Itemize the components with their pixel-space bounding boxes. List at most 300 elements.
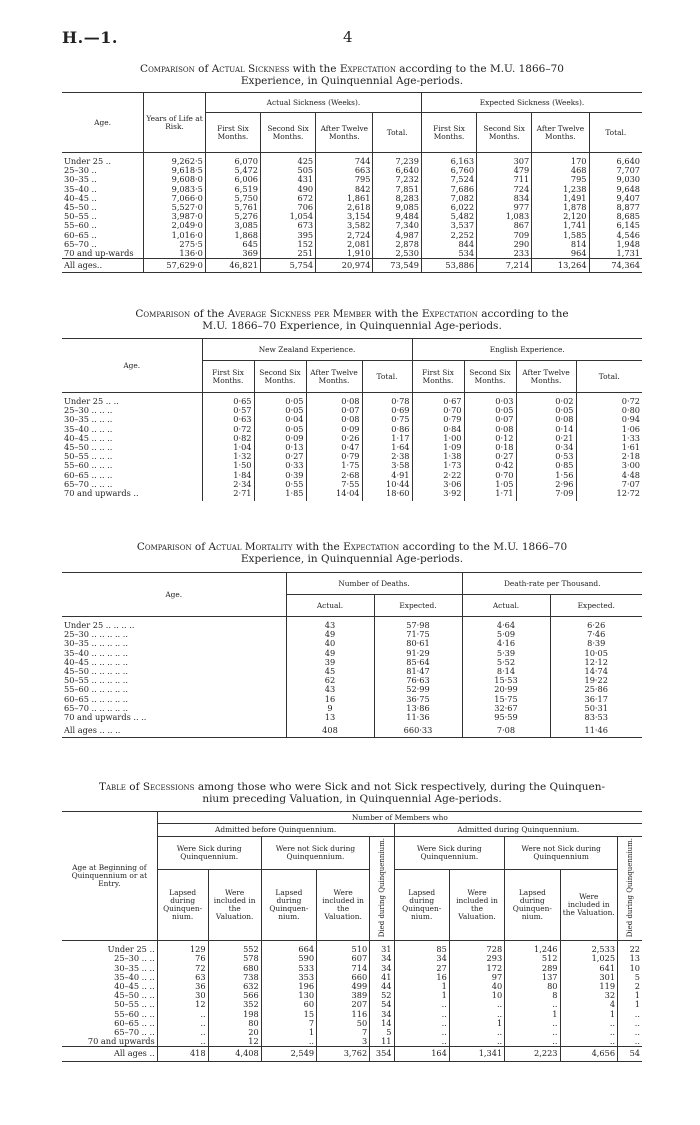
total-row [62, 259, 642, 273]
total-cell: 46,821 [205, 259, 260, 273]
table-row [62, 489, 642, 501]
table-cell: 83·53 [550, 713, 642, 722]
table-cell: 0·21 [516, 434, 576, 443]
table-cell: 1,025 [560, 954, 618, 963]
row-label: 70 and up-wards [64, 248, 134, 259]
table-cell: 19·22 [550, 676, 642, 685]
table-cell: 20·99 [462, 685, 550, 694]
table-cell: 207 [317, 1000, 370, 1009]
total-label: All ages .. .. .. [62, 722, 286, 738]
table-cell: 34 [370, 1010, 394, 1019]
table-cell: 0·33 [254, 461, 306, 470]
table-cell: 71·75 [374, 630, 462, 639]
table-cell: 0·05 [254, 406, 306, 415]
table-cell: 9,085 [373, 203, 422, 212]
table-cell: .. [449, 1010, 504, 1019]
table-cell: 5,750 [205, 194, 260, 203]
row-label: 65–70 .. .. .. [64, 478, 113, 489]
table-cell: 0·94 [576, 415, 642, 424]
table-cell: 0·05 [516, 406, 576, 415]
row-label: 65–70 .. .. [114, 1027, 155, 1038]
row-label: 30–35 .. [64, 174, 97, 185]
table-cell: 3,154 [316, 212, 373, 221]
table-cell: .. [394, 1000, 449, 1009]
row-label: 30–35 .. .. .. .. .. [64, 638, 128, 649]
column-header: Died during Quinquennium. [370, 837, 394, 941]
row-label: 25–30 .. .. .. .. .. [64, 629, 128, 640]
table-cell: 499 [317, 982, 370, 991]
table-cell: .. [505, 1028, 560, 1037]
table-cell: 34 [394, 954, 449, 963]
table-cell: 0·03 [464, 393, 516, 407]
table3-title [62, 541, 642, 565]
table-cell: 137 [505, 973, 560, 982]
table-cell: 6,760 [421, 166, 476, 175]
table-cell: 80 [505, 982, 560, 991]
table-cell: 4,987 [373, 231, 422, 240]
row-label: 35–40 .. .. [114, 971, 155, 982]
table-cell: 3 [317, 1037, 370, 1047]
table-cell: 977 [477, 203, 532, 212]
table-cell: 36·17 [550, 695, 642, 704]
page-header-ref: H.—1. [62, 28, 118, 47]
column-header: Age. [62, 339, 202, 393]
table-cell: 0·09 [306, 425, 362, 434]
total-row [62, 1047, 642, 1061]
table-cell: 233 [477, 249, 532, 259]
table-cell: 9,407 [589, 194, 642, 203]
table-cell: 80 [208, 1019, 261, 1028]
total-label: All ages.. [62, 259, 144, 273]
table-cell: 57·98 [374, 617, 462, 631]
column-header: Number of Members who [157, 812, 642, 824]
title-text: nium preceding Valuation, in Quinquennial Age-periods. [202, 793, 502, 805]
table-cell: 16 [394, 973, 449, 982]
table-cell: .. [261, 1037, 316, 1047]
table-cell: 152 [261, 240, 316, 249]
table-cell: 0·72 [202, 425, 254, 434]
table-cell: 8·39 [550, 639, 642, 648]
table-cell: 43 [286, 617, 374, 631]
table-cell: 0·47 [306, 443, 362, 452]
table-cell: 9 [286, 704, 374, 713]
table-cell: 641 [560, 964, 618, 973]
table-cell: 1·71 [464, 489, 516, 501]
table-row [62, 249, 642, 259]
table-cell: 834 [477, 194, 532, 203]
row-label: 65–70 .. .. .. .. .. [64, 702, 128, 713]
row-label: 45–50 .. [64, 202, 97, 213]
title-text: with the [295, 541, 340, 553]
table-cell: 10·05 [550, 649, 642, 658]
table-cell: 2,878 [373, 240, 422, 249]
table-cell: 0·34 [516, 443, 576, 452]
table-cell: 2·96 [516, 480, 576, 489]
column-header: After Twelve Months. [516, 361, 576, 393]
table-cell: 1·17 [362, 434, 412, 443]
row-label: 70 and upwards .. [64, 488, 139, 499]
total-cell: 1,341 [449, 1047, 504, 1061]
table-cell: 1·73 [412, 461, 464, 470]
total-cell: 13,264 [532, 259, 589, 273]
table-cell: 3,987·0 [144, 212, 206, 221]
table-cell: 1·00 [412, 434, 464, 443]
table-cell: 353 [261, 973, 316, 982]
table-row [62, 649, 642, 658]
table-cell: 1,878 [532, 203, 589, 212]
title-text: M.U. 1866–70 Experience, in Quinquennial Age-periods. [202, 320, 502, 332]
total-cell: 57,629·0 [144, 259, 206, 273]
column-header: Second Six Months. [477, 113, 532, 153]
table-cell: 352 [208, 1000, 261, 1009]
column-header: Were included in the Valuation. [317, 869, 370, 941]
table-cell: 36·75 [374, 695, 462, 704]
table-cell: .. [618, 1010, 642, 1019]
row-label: 30–35 .. .. [114, 962, 155, 973]
column-header: Lapsed during Quinquen-nium. [157, 869, 208, 941]
table-cell: 1·61 [576, 443, 642, 452]
table-cell: 50 [317, 1019, 370, 1028]
table-cell: 7,686 [421, 185, 476, 194]
table-cell: 85 [394, 941, 449, 955]
table-cell: .. [505, 1037, 560, 1047]
total-cell: 2,223 [505, 1047, 560, 1061]
row-label: Under 25 .. [107, 944, 155, 955]
table-cell: 0·75 [362, 415, 412, 424]
table-cell: 867 [477, 221, 532, 230]
table-cell: 0·79 [306, 452, 362, 461]
table-cell: .. [449, 1037, 504, 1047]
total-cell: 418 [157, 1047, 208, 1061]
table-cell: 9,484 [373, 212, 422, 221]
table-cell: 20 [208, 1028, 261, 1037]
row-label: 70 and upwards [87, 1036, 155, 1047]
table-cell: 27 [394, 964, 449, 973]
table-cell: 170 [532, 153, 589, 167]
row-label: 65–70 .. [64, 238, 97, 249]
table-row [62, 393, 642, 407]
column-header: Expected. [374, 595, 462, 617]
row-label: Under 25 .. [64, 156, 112, 166]
table-cell: 0·63 [202, 415, 254, 424]
column-header: First Six Months. [412, 361, 464, 393]
total-cell: 7,214 [477, 259, 532, 273]
row-label: 30–35 .. .. .. [64, 414, 113, 425]
table-cell: 4·91 [362, 471, 412, 480]
row-label: 25–30 .. [64, 165, 97, 176]
table-cell: 0·27 [254, 452, 306, 461]
table-cell: 0·27 [464, 452, 516, 461]
table-cell: 6,070 [205, 153, 260, 167]
title-text [62, 63, 642, 75]
table-cell: 4·64 [462, 617, 550, 631]
table-cell: 7 [261, 1019, 316, 1028]
table-cell: 129 [157, 941, 208, 955]
table-cell: 9,262·5 [144, 153, 206, 167]
table-row [62, 713, 642, 722]
title-text: with the [374, 308, 419, 320]
table-cell: 0·78 [362, 393, 412, 407]
table-cell: 0·70 [412, 406, 464, 415]
table-cell: 72 [157, 964, 208, 973]
table-cell: 552 [208, 941, 261, 955]
row-label: 50–55 .. .. [114, 999, 155, 1010]
table-cell: 1·05 [464, 480, 516, 489]
table-cell: 566 [208, 991, 261, 1000]
table-cell: 15 [261, 1010, 316, 1019]
table-cell: .. [449, 1000, 504, 1009]
table-cell: 2,618 [316, 203, 373, 212]
column-header: Were Sick during Quinquennium. [157, 837, 261, 870]
table-cell: 95·59 [462, 713, 550, 722]
title-text: Secessions [142, 781, 195, 793]
table-cell: 76·63 [374, 676, 462, 685]
column-header: Were not Sick during Quinquennium. [261, 837, 369, 870]
table-cell: 6,640 [589, 153, 642, 167]
total-cell: 54 [618, 1047, 642, 1061]
table-cell: 0·79 [412, 415, 464, 424]
title-text: Comparison [135, 308, 191, 320]
table-cell: 1·33 [576, 434, 642, 443]
table-cell: 0·02 [516, 393, 576, 407]
title-text: Sickness [248, 63, 290, 75]
column-header: Admitted before Quinquennium. [157, 824, 394, 837]
table-cell: 6,145 [589, 221, 642, 230]
column-header: Expected. [550, 595, 642, 617]
table-cell: 5·09 [462, 630, 550, 639]
title-text [62, 541, 642, 553]
table-cell: 32·67 [462, 704, 550, 713]
table-cell: 116 [317, 1010, 370, 1019]
table-cell: 1 [618, 1000, 642, 1009]
table-cell: 1,083 [477, 212, 532, 221]
table-cell: .. [394, 1010, 449, 1019]
table-cell: 1,731 [589, 249, 642, 259]
title-text: Expectation [421, 308, 478, 320]
table-cell: .. [505, 1019, 560, 1028]
table-cell: 5 [618, 973, 642, 982]
table-cell: 25·86 [550, 685, 642, 694]
column-header: New Zealand Experience. [202, 339, 412, 361]
table-cell: .. [618, 1019, 642, 1028]
table-cell: 425 [261, 153, 316, 167]
table-cell: 505 [261, 166, 316, 175]
table-cell: 0·08 [306, 393, 362, 407]
column-header: Were not Sick during Quinquennium [505, 837, 618, 870]
table-cell: 512 [505, 954, 560, 963]
title-text: Expectation [339, 63, 396, 75]
total-cell: 4,656 [560, 1047, 618, 1061]
table-cell: 7,851 [373, 185, 422, 194]
title-text: Actual [208, 541, 242, 553]
table-cell: 0·09 [254, 434, 306, 443]
table-cell: 1·04 [202, 443, 254, 452]
table-cell: 54 [370, 1000, 394, 1009]
table-cell: 7·09 [516, 489, 576, 501]
table-cell: 6,640 [373, 166, 422, 175]
table-cell: 7,524 [421, 175, 476, 184]
table-cell: 709 [477, 231, 532, 240]
title-text: Comparison [140, 63, 195, 75]
table-cell: 1·84 [202, 471, 254, 480]
col-years: Years of Life at Risk. [144, 93, 206, 153]
table-cell: 672 [261, 194, 316, 203]
row-label: 25–30 .. .. [114, 953, 155, 964]
title-text: Experience, in Quinquennial Age-periods. [240, 75, 464, 87]
table-cell: 724 [477, 185, 532, 194]
table-cell: .. [394, 1028, 449, 1037]
table-cell: 0·85 [516, 461, 576, 470]
title-text: Expectation [343, 541, 400, 553]
table-cell: 10·44 [362, 480, 412, 489]
table-row [62, 685, 642, 694]
table-cell: 41 [370, 973, 394, 982]
table-cell: 1 [449, 1019, 504, 1028]
title-text: of [129, 781, 140, 793]
column-header: Age at Beginning of Quinquennium or at Entry. [62, 812, 157, 941]
table-cell: .. [560, 1019, 618, 1028]
table-cell: 0·07 [306, 406, 362, 415]
table-row [62, 676, 642, 685]
table-cell: 8·14 [462, 667, 550, 676]
column-header: Were Sick during Quinquennium. [394, 837, 505, 870]
table-cell: .. [157, 1019, 208, 1028]
table-cell: 795 [532, 175, 589, 184]
table-cell: 5·52 [462, 658, 550, 667]
title-text: according to the M.U. 1866–70 [402, 541, 568, 553]
table-cell: 3·00 [576, 461, 642, 470]
row-label: 40–45 .. .. .. [64, 432, 113, 443]
table-cell: 714 [317, 964, 370, 973]
table-cell: 0·53 [516, 452, 576, 461]
table-cell: 0·18 [464, 443, 516, 452]
table-cell: 0·70 [464, 471, 516, 480]
table-cell: 0·05 [254, 425, 306, 434]
table-cell: 1·06 [576, 425, 642, 434]
title-text: of the [193, 308, 225, 320]
table-cell: 607 [317, 954, 370, 963]
total-cell: 73,549 [373, 259, 422, 273]
table-cell: 680 [208, 964, 261, 973]
table-cell: 9,030 [589, 175, 642, 184]
table-cell: 18·60 [362, 489, 412, 501]
table-cell: 1·09 [412, 443, 464, 452]
table-cell: 738 [208, 973, 261, 982]
row-label: 45–50 .. .. .. .. .. [64, 666, 128, 677]
table-cell: 3,537 [421, 221, 476, 230]
table-cell: 1,491 [532, 194, 589, 203]
table2-title [62, 308, 642, 332]
table-cell: 2,533 [560, 941, 618, 955]
table-cell: 290 [477, 240, 532, 249]
title-text [62, 781, 642, 793]
table-cell: 1 [394, 982, 449, 991]
table-cell: 0·72 [576, 393, 642, 407]
table-cell: 590 [261, 954, 316, 963]
total-cell: 164 [394, 1047, 449, 1061]
table-cell: 1,054 [261, 212, 316, 221]
total-cell: 660·33 [374, 722, 462, 738]
table-cell: 13·86 [374, 704, 462, 713]
row-label: 55–60 .. .. [114, 1008, 155, 1019]
table4-title [62, 781, 642, 805]
row-label: 70 and upwards .. .. [64, 712, 147, 723]
total-cell: 20,974 [316, 259, 373, 273]
table-cell: .. [157, 1010, 208, 1019]
table-row [62, 175, 642, 184]
table-cell: 7,340 [373, 221, 422, 230]
sickness-comparison-table [62, 92, 642, 273]
table-cell: 4·16 [462, 639, 550, 648]
table-cell: 91·29 [374, 649, 462, 658]
table-cell: .. [157, 1028, 208, 1037]
table-cell: 34 [370, 954, 394, 963]
table-cell: 964 [532, 249, 589, 259]
table-cell: 2,120 [532, 212, 589, 221]
row-label: 60–65 .. .. .. .. .. [64, 693, 128, 704]
table-cell: 534 [421, 249, 476, 259]
table-cell: 39 [286, 658, 374, 667]
table-cell: 10 [449, 991, 504, 1000]
table-cell: 251 [261, 249, 316, 259]
table-cell: .. [394, 1019, 449, 1028]
table-cell: 7,232 [373, 175, 422, 184]
table-cell: 8,877 [589, 203, 642, 212]
table-cell: 7,239 [373, 153, 422, 167]
table-cell: 2,049·0 [144, 221, 206, 230]
row-label: Under 25 .. .. .. .. [64, 620, 135, 630]
title-text: Comparison [136, 541, 192, 553]
table-cell: 468 [532, 166, 589, 175]
table-cell: 12·72 [576, 489, 642, 501]
mortality-table [62, 572, 642, 738]
row-label: 45–50 .. .. [114, 990, 155, 1001]
table-cell: 706 [261, 203, 316, 212]
title-text: with the [292, 63, 337, 75]
title-text: Mortality [244, 541, 293, 553]
table-cell: 62 [286, 676, 374, 685]
table-cell: 14·04 [306, 489, 362, 501]
table-row [62, 667, 642, 676]
table-cell: 2·71 [202, 489, 254, 501]
table-cell: 301 [560, 973, 618, 982]
table-cell: 119 [560, 982, 618, 991]
table-cell: 2,530 [373, 249, 422, 259]
table-row [62, 658, 642, 667]
table-cell: 844 [421, 240, 476, 249]
table-cell: 2·18 [576, 452, 642, 461]
table-cell: 1·38 [412, 452, 464, 461]
average-sickness-table [62, 338, 642, 501]
total-cell: 4,408 [208, 1047, 261, 1061]
table-cell: 0·69 [362, 406, 412, 415]
table-cell: .. [618, 1037, 642, 1047]
row-label: 35–40 .. [64, 183, 97, 194]
total-row [62, 722, 642, 738]
table-cell: 1·64 [362, 443, 412, 452]
total-cell: 3,762 [317, 1047, 370, 1061]
table-cell: 1,910 [316, 249, 373, 259]
table-cell: 0·13 [254, 443, 306, 452]
table-cell: 0·82 [202, 434, 254, 443]
table-cell: 4,546 [589, 231, 642, 240]
table-cell: 130 [261, 991, 316, 1000]
table-cell: 3,582 [316, 221, 373, 230]
table-cell: 31 [370, 941, 394, 955]
table-cell: 0·80 [576, 406, 642, 415]
table-cell: 0·08 [516, 415, 576, 424]
row-label: 50–55 .. .. .. .. .. [64, 675, 128, 686]
